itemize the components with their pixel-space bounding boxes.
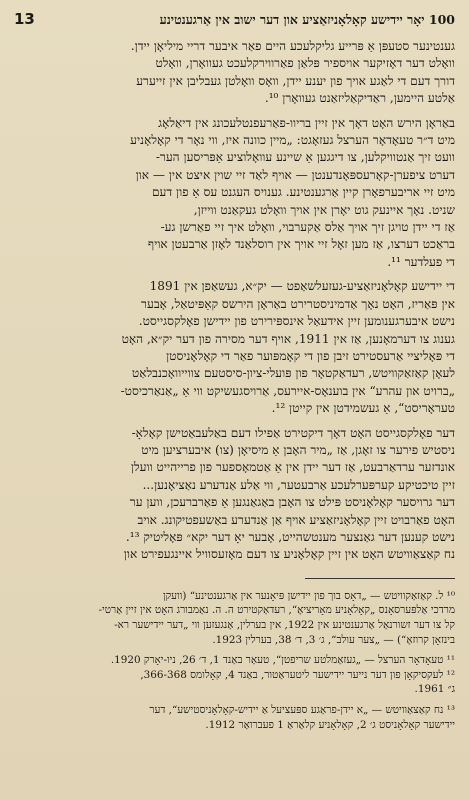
text-line: וואָלט דער דאָזיקער אויספיר פּלאַן פאַרווירקלעכט געוואָרן, וואָלט: [155, 56, 455, 71]
text-line: ניסטיש פירער צו זאָגן, אַז „מיר האָבן אַ מיסיאָן (צו) איבערציען מיט: [141, 442, 455, 457]
footnote-line: יידישער קאָלאָניסט ג׳ 2, קאָלאָניע קלאַראַ 1 פעברואַר 1912.: [205, 718, 455, 731]
text-line: מיט זיי אריבערפאָרן קיין אַרגענטינע. גענויס העגנט עס אַ פון דעם: [151, 185, 455, 200]
footnote-line: ¹³ נח קאַצאַוויטש — „א יידן-פראַגע ספּעציעל אַ יידיש-קאָלאָניסטישע“, דער: [149, 703, 455, 716]
footnote-divider: [305, 578, 455, 579]
text-line: דורך דעם די לאַגע אויך פון יענע יידן, וואָס וואָלטן געבליבן אין זייערע: [136, 73, 455, 88]
text-line: דערט ציפערן-קאָרעספּאָנדענטן — אויף לאַד זיי שוין איצט אין — און: [135, 167, 455, 182]
text-line: נישט קענען דער גאַנצער מענטשהייט, אָבער יאָ דער יקא״ פּאָליטיק ¹³.: [125, 529, 455, 544]
text-line: האָט פאַרבויט זיין קאָלאָניזאַציע אויף אַן אַנדערע באַשעפטיקונג. אויב: [137, 512, 455, 527]
text-line: שניט. נאָך איינעק גוט יאָרן אין אויך וואָלט געקאַנט ווייזן,: [193, 202, 455, 217]
paragraph: [14, 278, 455, 417]
footnote-line: ¹¹ טעאָדאָר הערצל — „געזאַמלטע שריפטן“, טעאַר באַנד 1, ד׳ 26, ניו-יאָרק 1920.: [110, 654, 455, 667]
footnote-line: ג״ 1961.: [414, 683, 455, 696]
footnote-line: בינזאָן קרוזאָ“) — „צער עולב“, ג׳ 3, ד׳ 38, בערלין 1923.: [212, 633, 455, 646]
text-line: נח קאַצאַוויטש האָט אין זיין קאָלאָניע צו דעם מאָזעסוויל איינגעפירט און: [123, 547, 455, 562]
text-line: די יידישע קאָלאָניזאַציע-געזעלשאַפט — יק״א, געשאַפן אין 1891: [149, 279, 455, 294]
paragraph: [14, 38, 455, 108]
footnote-13: [14, 703, 455, 732]
text-line: די פּאָליציי אַרעסטירט זיבן פון די קאָמפּוער פאַר די קאָלאָניסטן: [166, 348, 455, 363]
footnote-line: מרדכי אַלפּערסאָנס „קאָלאָניע מאָריציאָ“, רעדאַקטירט ה. ה. נאַמבורג האָט אין זיין אַרטי-: [98, 604, 455, 617]
body-text: [14, 38, 455, 564]
text-line: דער פאָלקסגייסט האָט דאָך דיקטירט אַפילו דעם באַלעבאַטישן קאָלאָ-: [131, 425, 455, 440]
footnote-11-12: [14, 653, 455, 697]
footnote-line: ¹² לעקסיקאָן פון דער נייער יידישער ליטעראַטור, באַנד 4, קאָלומס 366-368,: [140, 668, 455, 681]
text-line: באַראָן הירש האָט דאָך אין זיין בריוו-פאַרעפנטלעכונג אין דיאַלאָג: [158, 115, 455, 130]
footnote-10: [14, 589, 455, 647]
text-line: אונדזער ערדאַרבעט, אַז דער יידן אין אַ אַטמאָספער פון פרייהייט וועלן: [130, 460, 455, 475]
text-line: אַז די יידן טויגן זיך אויך אַלס אַקערבוי, וואָלט איך זיי פאַרשן גע-: [160, 220, 455, 235]
text-line: גענטינער סטעפּן אַ פּרייע גליקלעכע היים פאַר איבער דריי מיליאָן יידן.: [130, 39, 455, 53]
text-line: די פעלדער ¹¹.: [387, 254, 455, 269]
page-header: [14, 10, 455, 32]
text-line: אַלטע היימען, ראַדיקאַליזאַנט געוואָרן ¹⁰.: [264, 91, 455, 106]
text-line: גענוג צו דערמאָנען, אַז אין 1911, אויף דער מסירה פון דער יק״א, האָט: [121, 331, 455, 346]
text-line: טעראָריסט“, אַ געשמידטן אין קייטן ¹².: [271, 401, 455, 416]
text-line: נישט איבערגענומען זיין אידעאַל אינספּירירט פון יידישן פאָלקסגייסט.: [138, 314, 455, 329]
text-line: „ברויט און עהרע“ אין בוענאָס-איירעס, אַרויסגעשיקט ווי אַ „אַנאַרכיסט-: [120, 383, 455, 398]
text-line: מיט ד״ר טעאָדאָר הערצל געזאָגט: „מיין כוונה איז, ווי נאָר די קאָלאָניע: [130, 133, 455, 148]
footnote-line: קל צו דער זשורנאַל אַרגענטינע אין 1922, אין בערלין, אַנגעזען ווי „דער יידישער רא-: [114, 618, 455, 631]
text-line: זיין טיכטיקע קערפּערלעכע אַרבעטער, ווי אַלע אַנדערע נאַציאָנען...: [142, 477, 455, 492]
footnotes: [14, 589, 455, 732]
paragraph: [14, 115, 455, 272]
running-title: 100 יאָר יידישע קאָלאָניזאַציע און דער ישוב אין אַרגענטינע: [159, 12, 455, 27]
text-line: דער גרויסער קאָלאָניסט פּילט צו האָבן באַגאַנגען אַ פאַרברעכן, ווען ער: [129, 495, 455, 510]
page-number: 13: [14, 10, 35, 28]
text-line: לעאָן קאַזאַקוויטש, רעדאַקטאָר פון פּועלי-ציון-סיסטעם צווייוואָכנבלאַט: [131, 366, 455, 381]
text-line: בראַכט דערצו, אַז מען זאָל זיי אויך אין רוסלאַנד לאָזן אַרבעטן אויף: [147, 237, 455, 252]
text-line: אין פּאַריז, האָט נאָך אַדמיניסטרירט באַראָן הירשס קאַפּיטאַל, אָבער: [141, 296, 455, 311]
text-line: וועט זיך אַנטוויקלען, צו דיגגען אַ שיינע עוואָלוציע אַפּריסען הער-: [155, 150, 455, 165]
paragraph: [14, 425, 455, 564]
footnote-line: ¹⁰ ל. קאַזאַקוויטש — „דאָס בוך פון יידישן פּיאָנער אין אַרגענטינע“ (וועקן: [162, 589, 455, 602]
